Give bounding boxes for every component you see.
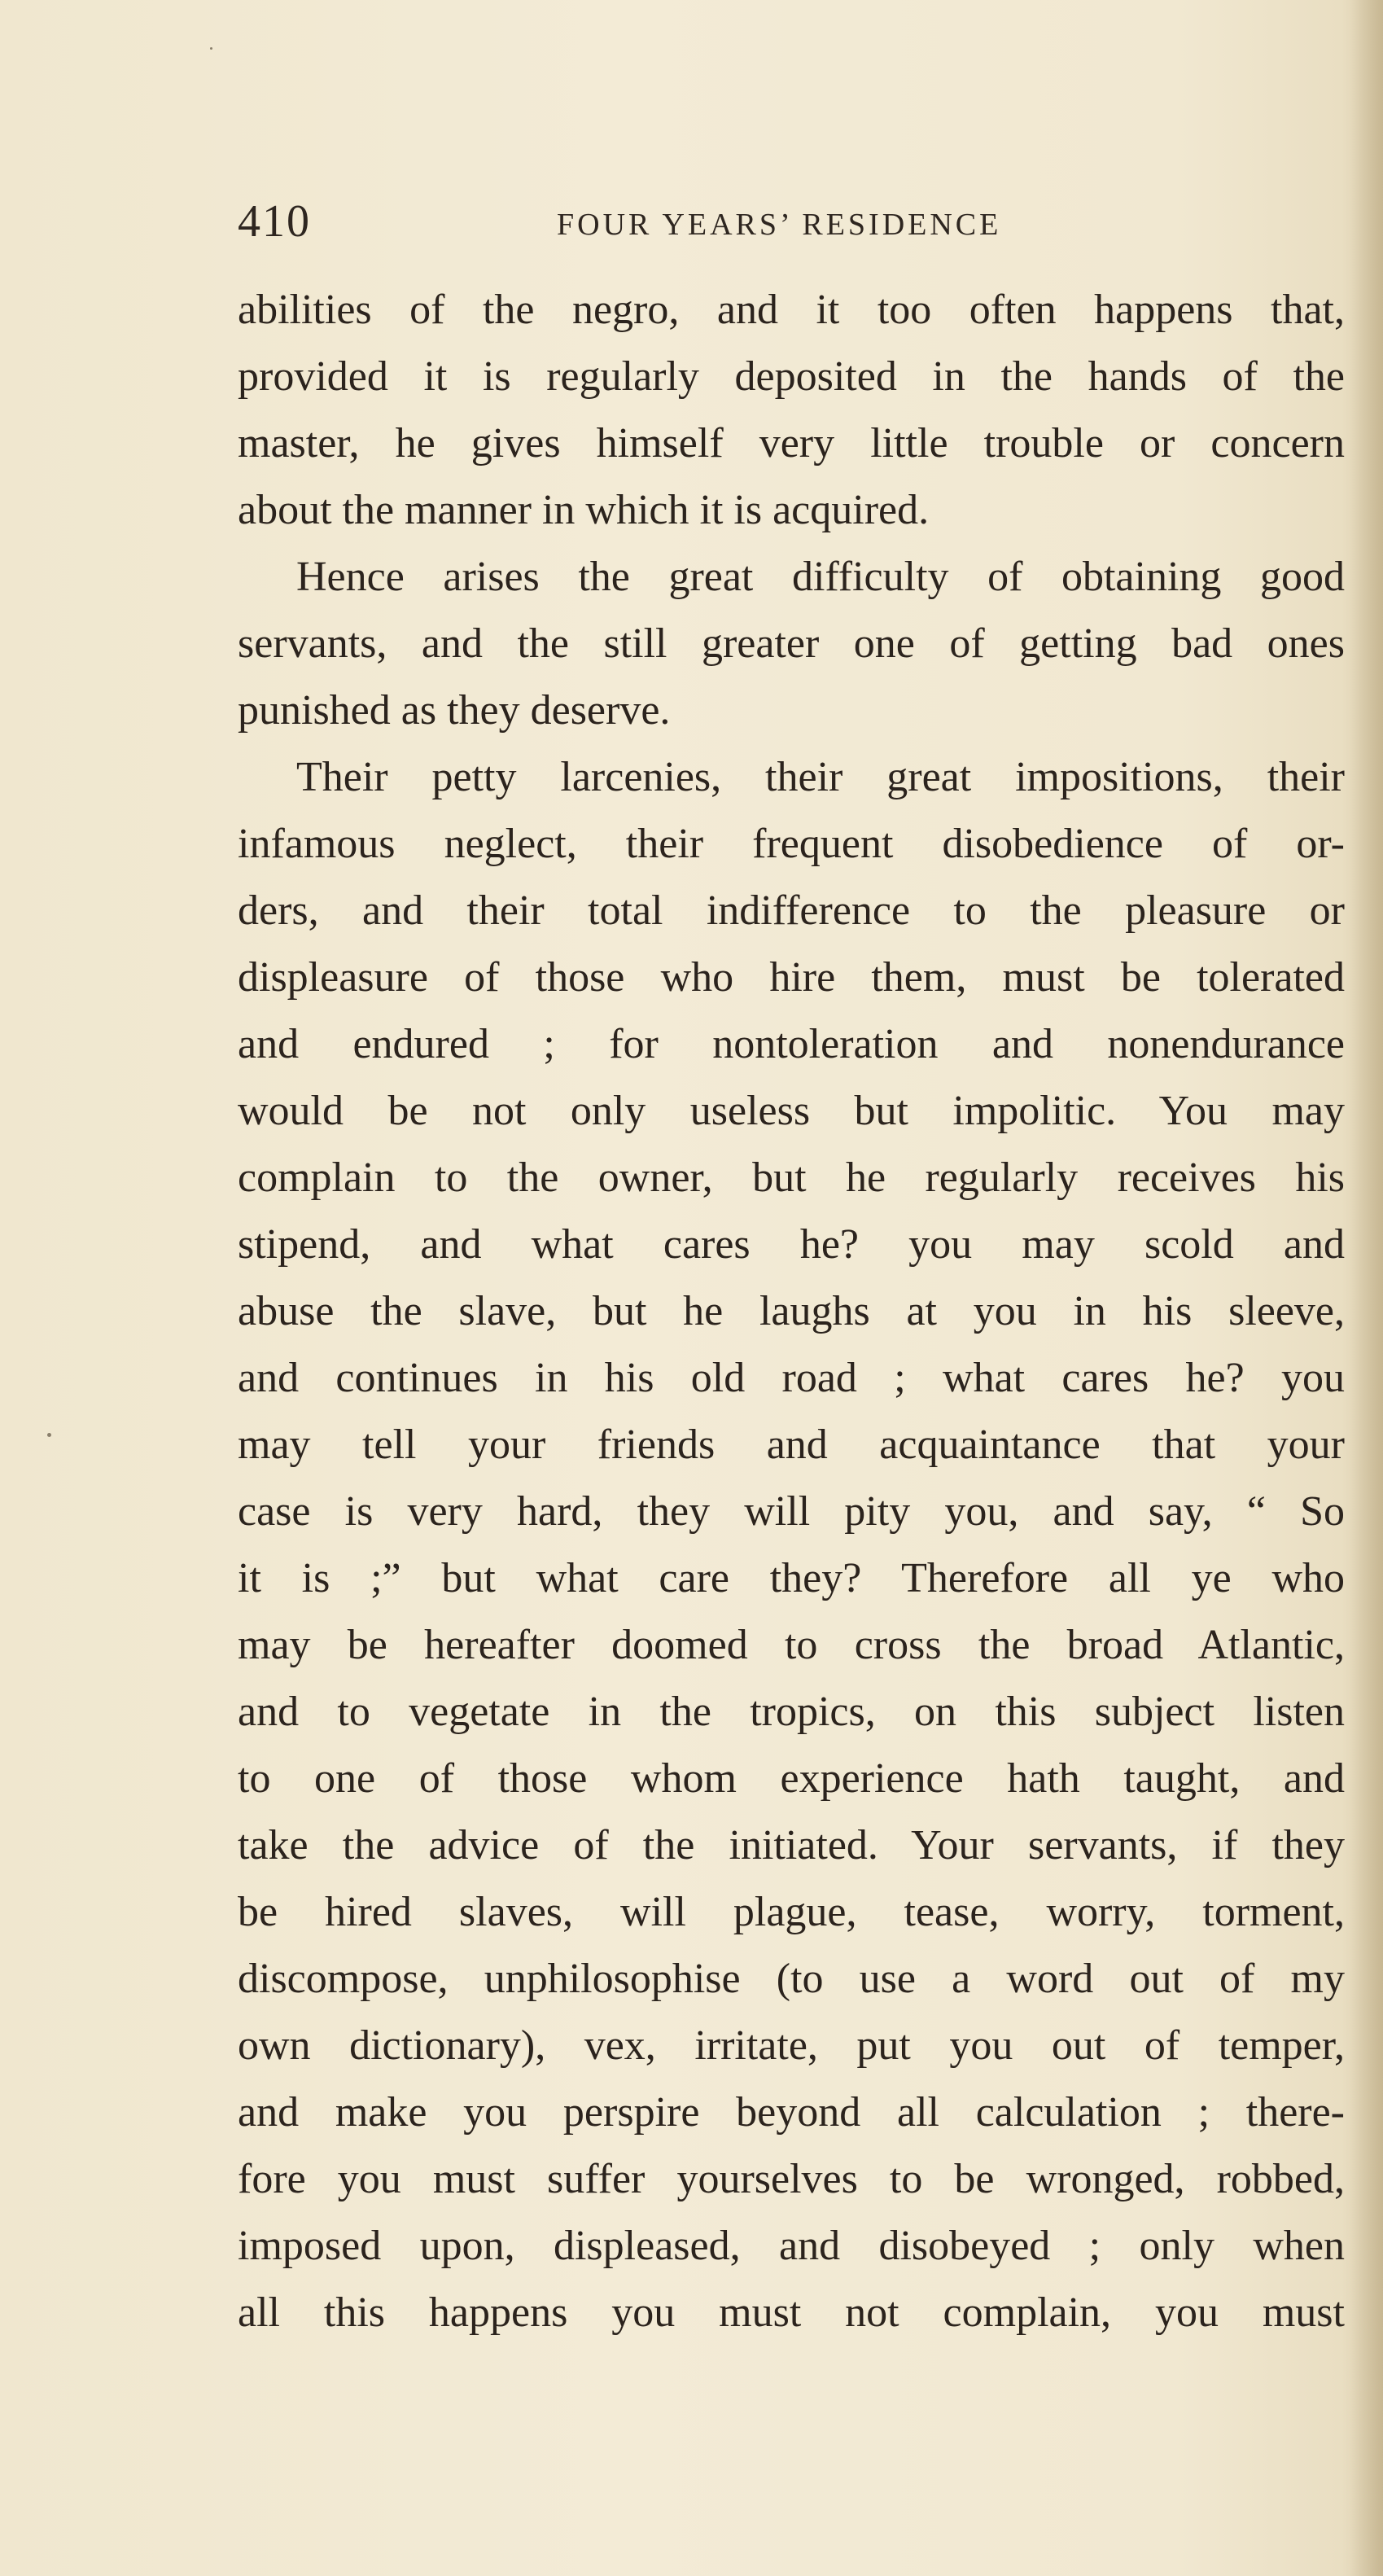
text-line: and make you perspire beyond all calculation ; there- [238, 2089, 1345, 2136]
text-line: Hence arises the great difficulty of obtaining good [296, 554, 1345, 600]
text-line: displeasure of those who hire them, must be tolerated [238, 954, 1345, 1001]
text-line: abuse the slave, but he laughs at you in his sleeve, [238, 1288, 1345, 1334]
text-line: and continues in his old road ; what cares he? you [238, 1355, 1345, 1401]
text-line: own dictionary), vex, irritate, put you out of temper, [238, 2022, 1345, 2069]
text-line: and to vegetate in the tropics, on this subject listen [238, 1689, 1345, 1735]
text-line: Their petty larcenies, their great impositions, their [296, 754, 1345, 800]
text-line: discompose, unphilosophise (to use a word out of my [238, 1956, 1345, 2002]
text-line: case is very hard, they will pity you, and say, “ So [238, 1488, 1345, 1535]
text-line: may tell your friends and acquaintance that your [238, 1422, 1345, 1468]
text-line: infamous neglect, their frequent disobedience of or- [238, 821, 1345, 867]
text-line: complain to the owner, but he regularly receives his [238, 1154, 1345, 1201]
text-line: it is ;” but what care they? Therefore all ye who [238, 1555, 1345, 1601]
text-line: master, he gives himself very little trouble or concern [238, 420, 1345, 467]
text-line: punished as they deserve. [238, 687, 671, 734]
body-text [238, 277, 1345, 2346]
text-line: to one of those whom experience hath taught, and [238, 1755, 1345, 1802]
running-head: FOUR YEARS’ RESIDENCE [557, 208, 1002, 242]
page-number: 410 [238, 196, 311, 247]
text-line: servants, and the still greater one of getting bad ones [238, 620, 1345, 667]
text-line: be hired slaves, will plague, tease, worry, torment, [238, 1889, 1345, 1935]
page-header [238, 195, 1337, 252]
text-line: fore you must suffer yourselves to be wronged, robbed, [238, 2156, 1345, 2202]
text-line: ders, and their total indifference to the pleasure or [238, 887, 1345, 934]
text-line: would be not only useless but impolitic. You may [238, 1088, 1345, 1134]
paper-speck [47, 1433, 51, 1437]
paper-speck [210, 47, 212, 50]
text-line: may be hereafter doomed to cross the broad Atlantic, [238, 1622, 1345, 1668]
text-line: stipend, and what cares he? you may scold and [238, 1221, 1345, 1268]
page-gutter-shadow [1350, 0, 1383, 2576]
text-line: provided it is regularly deposited in the hands of the [238, 353, 1345, 400]
text-line: and endured ; for nontoleration and nonendurance [238, 1021, 1345, 1067]
text-line: imposed upon, displeased, and disobeyed ; only when [238, 2223, 1345, 2269]
text-line: all this happens you must not complain, you must [238, 2289, 1345, 2336]
text-line: about the manner in which it is acquired. [238, 487, 930, 533]
text-line: take the advice of the initiated. Your servants, if they [238, 1822, 1345, 1868]
text-line: abilities of the negro, and it too often happens that, [238, 287, 1345, 333]
